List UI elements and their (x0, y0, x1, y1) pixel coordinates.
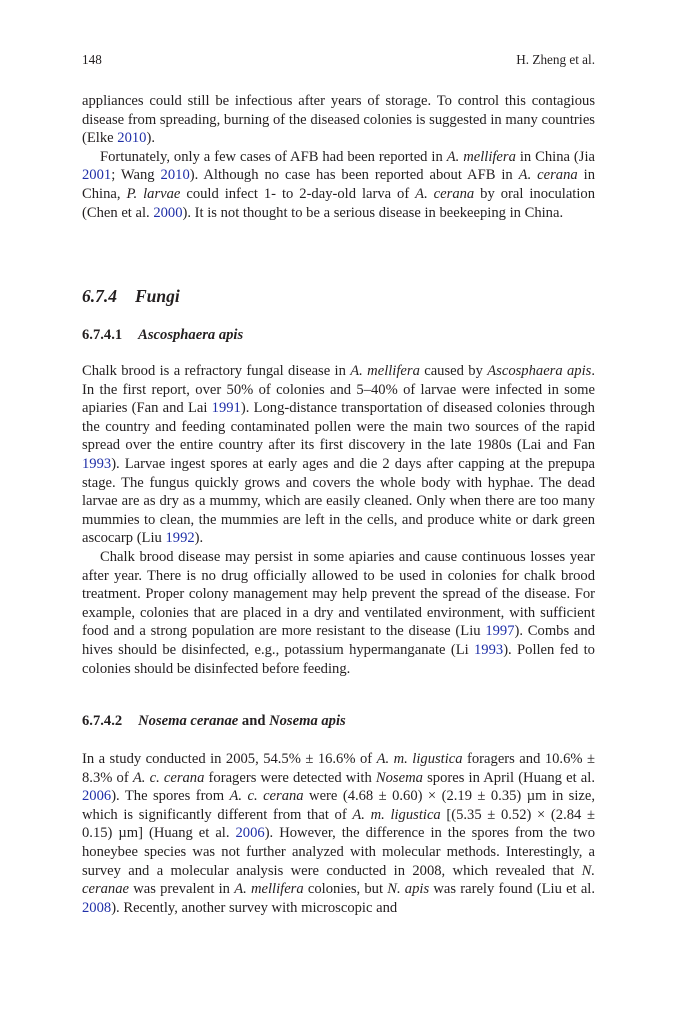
paragraph-chalk-brood: Chalk brood is a refractory fungal disease in A. mellifera caused by Ascosphaera apis. In the first report, over 50% of colonies and 5–40% of larvae were infected in some apiaries (Fan and Lai 1991). Long-distance transportation of diseased colonies through the country and feeding contaminated pollen were the main two sources of the rapid spread over the entire country after its first discovery in the late 1980s (Lai and Fan 1993). Larvae ingest spores at early ages and die 2 days after capping at the prepupa stage. The fungus quickly grows and covers the whole body with hyphae. The dead larvae are as dry as a mummy, which are easily cleaned. Only when there are too many mummies to clean, the mummies are left in the cells, and produce white or dark green ascocarp (Liu 1992). (82, 363, 595, 547)
paragraph-afb-china: Fortunately, only a few cases of AFB had been reported in A. mellifera in China (Jia 2001; Wang 2010). Although no case has been reported about AFB in A. cerana in China, P. larvae could infect 1- to 2-day-old larva of A. cerana by oral inoculation (Chen et al. 2000). It is not thought to be a serious disease in beekeeping in China. (82, 148, 595, 221)
citation-link[interactable]: 1992 (165, 530, 195, 547)
citation-link[interactable]: 2001 (82, 167, 112, 184)
paragraph-afb-storage: appliances could still be infectious after years of storage. To control this contagious disease from spreading, burning of the diseased colonies is suggested in many countries (Elke 2010). (82, 93, 595, 147)
subsection-heading-ascosphaera (82, 327, 595, 344)
citation-link[interactable]: 1991 (211, 400, 241, 417)
paragraph-chalk-brood-management: Chalk brood disease may persist in some apiaries and cause continuous losses year after year. There is no drug officially allowed to be used in colonies for chalk brood treatment. Proper colony management may help prevent the spread of the disease. For example, colonies that are placed in a dry and ventilated environment, with sufficient food and a strong population are more resistant to the disease (Liu 1997). Combs and hives should be disinfected, e.g., potassium hypermanganate (Li 1993). Pollen fed to colonies should be disinfected before feeding. (82, 549, 595, 677)
citation-link[interactable]: 2000 (153, 204, 183, 221)
citation-link[interactable]: 2008 (82, 899, 112, 916)
page-number: 148 (82, 52, 102, 67)
subsection-title: Ascosphaera apis (138, 327, 244, 343)
citation-link[interactable]: 1993 (474, 641, 504, 658)
section-heading (82, 286, 595, 307)
citation-link[interactable]: 1997 (485, 623, 515, 640)
citation-link[interactable]: 2010 (160, 167, 190, 184)
paragraph-nosema: In a study conducted in 2005, 54.5% ± 16.6% of A. m. ligustica foragers and 10.6% ± 8.3% of A. c. cerana foragers were detected with Nosema spores in April (Huang et al. 2006). The spores from A. c. cerana were (4.68 ± 0.60) × (2.19 ± 0.35) µm in size, which is significantly different from that of A. m. ligustica [(5.35 ± 0.52) × (2.84 ± 0.15) µm] (Huang et al. 2006). However, the difference in the spores from the two honeybee species was not further analyzed with molecular methods. Interestingly, a survey and a molecular analysis were conducted in 2008, which revealed that N. ceranae was prevalent in A. mellifera colonies, but N. apis was rarely found (Liu et al. 2008). Recently, another survey with microscopic and (82, 751, 596, 916)
running-header-authors: H. Zheng et al. (516, 52, 595, 67)
subsection-heading-nosema: 6.7.4.2 Nosema ceranae and Nosema apis (82, 713, 346, 729)
citation-link[interactable]: 2006 (235, 825, 265, 842)
citation-link[interactable]: 2006 (82, 788, 112, 805)
citation-link[interactable]: 2010 (117, 130, 147, 147)
section-number: 6.7.4 (82, 286, 117, 306)
subsection-number: 6.7.4.2 (82, 713, 123, 729)
subsection-number: 6.7.4.1 (82, 327, 123, 343)
citation-link[interactable]: 1993 (82, 455, 112, 472)
section-title: Fungi (135, 286, 180, 306)
